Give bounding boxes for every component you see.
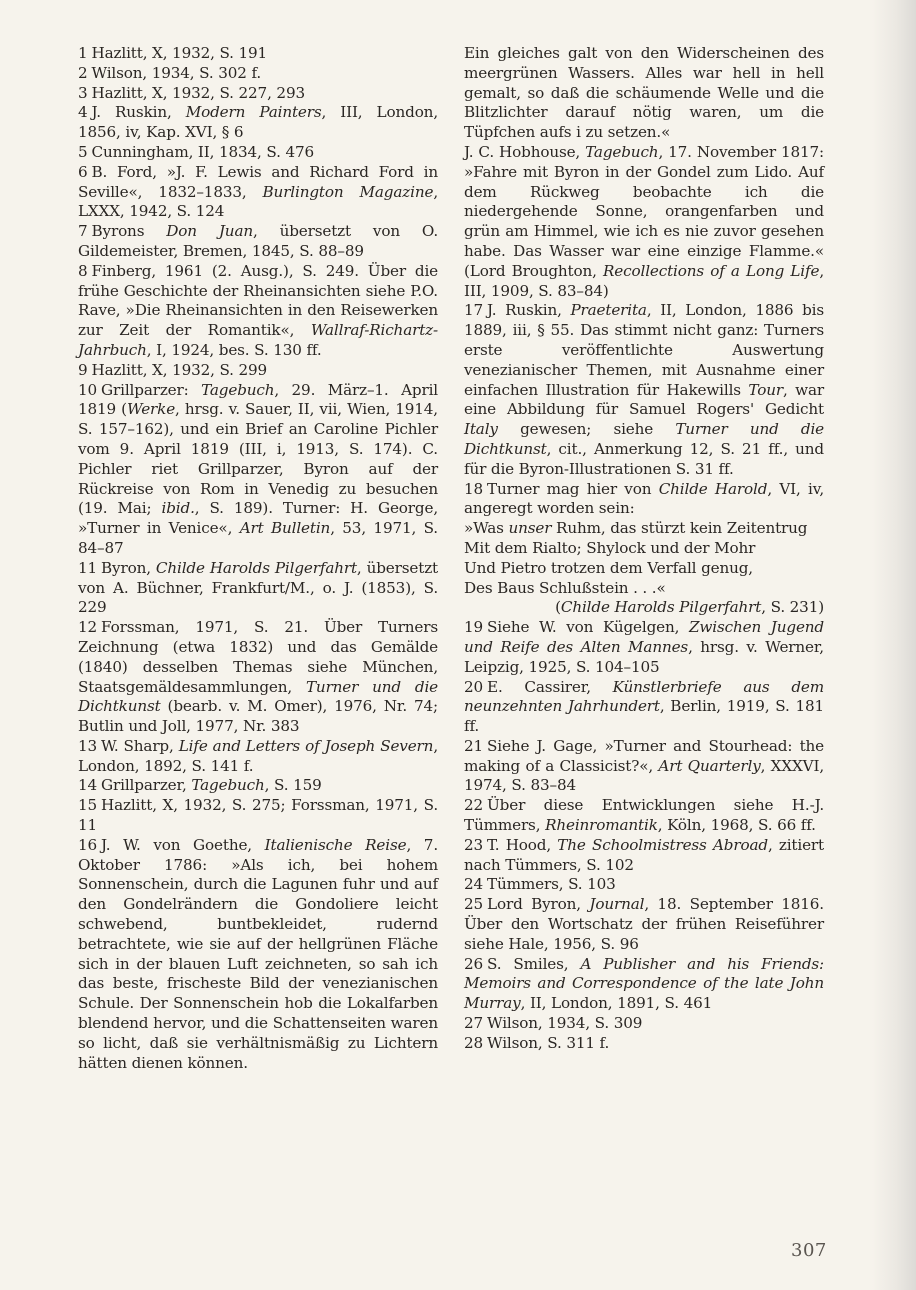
footnote-text: Siehe J. Gage, »Turner and Stourhead: the making of a Classicist?«, Art Quarterly, XXXVI, 1974, S. 83–84 bbox=[464, 736, 824, 795]
footnote-number: 7 bbox=[78, 222, 88, 241]
footnote-text: B. Ford, »J. F. Lewis and Richard Ford in Seville«, 1832–1833, Burlington Magazine, LXXX, 1942, S. 124 bbox=[78, 162, 438, 221]
footnote bbox=[78, 796, 438, 836]
footnote-number: 6 bbox=[78, 162, 88, 181]
footnote bbox=[78, 618, 438, 737]
footnote-number: 1 bbox=[78, 44, 88, 62]
footnote-text: J. C. Hobhouse, Tagebuch, 17. November 1817: »Fahre mit Byron in der Gondel zum Lido. Auf dem Rückweg beobachte ich die niedergehende Sonne, orangenfarben und grün am Himmel, wie ich es nie zuvor gesehen habe. Das Wasser war eine einzige Flamme.« (Lord Broughton, Recollections of a Long Life, III, 1909, S. 83–84) bbox=[464, 142, 825, 300]
footnote-number: 23 bbox=[464, 835, 484, 854]
footnote bbox=[464, 678, 824, 737]
footnote bbox=[78, 103, 438, 143]
footnote bbox=[464, 618, 824, 677]
footnote-text: Grillparzer: Tagebuch, 29. März–1. April 1819 (Werke, hrsg. v. Sauer, II, vii, Wien, 1914, S. 157–162), und ein Brief an Caroline Pichler vom 9. April 1819 (III, i, 1913, S. 174). C. Pichler riet Grillparzer, Byron auf der Rückreise von Rom in Venedig zu besuchen (19. Mai; ibid., S. 189). Turner: H. George, »Turner in Venice«, Art Bulletin, 53, 1971, S. 84–87 bbox=[78, 380, 438, 557]
footnote bbox=[78, 361, 438, 381]
footnote-number: 5 bbox=[78, 142, 88, 161]
footnote-text: Hazlitt, X, 1932, S. 227, 293 bbox=[91, 83, 305, 102]
footnote bbox=[464, 737, 824, 796]
footnote-text: Hazlitt, X, 1932, S. 275; Forssman, 1971, S. 11 bbox=[78, 796, 438, 835]
footnote-text: S. Smiles, A Publisher and his Friends: Memoirs and Correspondence of the late John Murray, II, London, 1891, S. 461 bbox=[464, 954, 825, 1013]
verse-line: Des Baus Schlußstein . . .« bbox=[464, 578, 666, 597]
footnote bbox=[464, 44, 824, 143]
footnote bbox=[464, 875, 824, 895]
footnote-number: 4 bbox=[78, 103, 88, 122]
footnote-number: 17 bbox=[464, 301, 484, 320]
footnote bbox=[78, 776, 438, 796]
footnote-number: 2 bbox=[78, 63, 88, 82]
footnote-number: 3 bbox=[78, 83, 88, 102]
footnote bbox=[464, 1014, 824, 1034]
footnote-number: 24 bbox=[464, 875, 484, 894]
footnote-number: 22 bbox=[464, 796, 484, 815]
footnote-text: Ein gleiches galt von den Widerscheinen des meergrünen Wassers. Alles war hell in hell gemalt, so daß die schäumende Welle und die Blitzlichter darauf nötig waren, um die Tüpfchen aufs i zu setzen.« bbox=[464, 44, 824, 142]
footnote-number: 12 bbox=[78, 618, 98, 637]
footnote-number: 10 bbox=[78, 380, 98, 399]
footnote-text: Forssman, 1971, S. 21. Über Turners Zeichnung (etwa 1832) und das Gemälde (1840) desselben Themas siehe München, Staatsgemäldesammlungen, Turner und die Dichtkunst (bearb. v. M. Omer), 1976, Nr. 74; Butlin und Joll, 1977, Nr. 383 bbox=[78, 618, 439, 736]
page-edge-shadow bbox=[872, 0, 916, 1290]
footnote-text: T. Hood, The Schoolmistress Abroad, zitiert nach Tümmers, S. 102 bbox=[464, 835, 824, 874]
footnote-number: 19 bbox=[464, 618, 484, 637]
footnote-text: Über diese Entwicklungen siehe H.-J. Tümmers, Rheinromantik, Köln, 1968, S. 66 ff. bbox=[464, 796, 824, 835]
footnote bbox=[78, 559, 438, 618]
footnote-text: Tümmers, S. 103 bbox=[487, 875, 616, 894]
verse-source: (Childe Harolds Pilgerfahrt, S. 231) bbox=[555, 598, 824, 617]
footnote-number: 25 bbox=[464, 895, 484, 914]
verse-line: Mit dem Rialto; Shylock und der Mohr bbox=[464, 538, 756, 557]
footnote-text: J. W. von Goethe, Italienische Reise, 7. Oktober 1786: »Als ich, bei hohem Sonnenschein, durch die Lagunen fuhr und auf den Gondelrändern die Gondoliere leicht schwebend, buntbekleidet, rudernd betrachtete, wie sie auf der hellgrünen Fläche sich in der blauen Luft zeichneten, so sah ich das beste, frischeste Bild der venezianischen Schule. Der Sonnenschein hob die Lokalfarben blendend hervor, und die Schattenseiten waren so licht, daß sie verhältnismäßig zu Lichtern hätten dienen können. bbox=[78, 835, 438, 1072]
footnote-number: 13 bbox=[78, 736, 98, 755]
footnote bbox=[464, 480, 824, 520]
footnote-number: 27 bbox=[464, 1014, 484, 1033]
footnote-text: Hazlitt, X, 1932, S. 299 bbox=[91, 360, 268, 379]
footnote bbox=[464, 895, 824, 954]
footnote-text: Byron, Childe Harolds Pilgerfahrt, übersetzt von A. Büchner, Frankfurt/M., o. J. (1853), S. 229 bbox=[78, 558, 438, 617]
footnote bbox=[78, 836, 438, 1074]
footnote bbox=[464, 955, 824, 1014]
footnote bbox=[78, 143, 438, 163]
footnote-number: 11 bbox=[78, 558, 98, 577]
verse-line: Und Pietro trotzen dem Verfall genug, bbox=[464, 558, 753, 577]
footnote bbox=[78, 381, 438, 559]
footnote-text: Byrons Don Juan, übersetzt von O. Gildemeister, Bremen, 1845, S. 88–89 bbox=[78, 222, 439, 260]
footnote bbox=[78, 737, 438, 777]
footnote-text: Lord Byron, Journal, 18. September 1816. Über den Wortschatz der frühen Reiseführer siehe Hale, 1956, S. 96 bbox=[464, 895, 824, 953]
page-number: 307 bbox=[791, 1240, 827, 1261]
footnote bbox=[78, 163, 438, 222]
footnote-text: Wilson, S. 311 f. bbox=[487, 1033, 610, 1052]
footnote-text: Wilson, 1934, S. 302 f. bbox=[91, 63, 262, 82]
footnote bbox=[78, 222, 438, 262]
footnote bbox=[464, 1034, 824, 1054]
footnote-number: 16 bbox=[78, 835, 98, 854]
footnote bbox=[464, 796, 824, 836]
footnote-text: E. Cassirer, Künstlerbriefe aus dem neunzehnten Jahrhundert, Berlin, 1919, S. 181 ff. bbox=[464, 677, 824, 736]
verse-line: »Was unser Ruhm, das stürzt kein Zeitentrug bbox=[464, 519, 808, 538]
footnote-text: W. Sharp, Life and Letters of Joseph Severn, London, 1892, S. 141 f. bbox=[78, 736, 438, 775]
footnote bbox=[78, 64, 438, 84]
footnote-text: Grillparzer, Tagebuch, S. 159 bbox=[101, 776, 322, 795]
verse-quote bbox=[464, 519, 824, 618]
footnote-number: 15 bbox=[78, 796, 98, 815]
footnote-number: 26 bbox=[464, 954, 484, 973]
footnote-number: 20 bbox=[464, 677, 484, 696]
footnote-text: Cunningham, II, 1834, S. 476 bbox=[91, 142, 315, 161]
footnote-text: J. Ruskin, Modern Painters, III, London, 1856, iv, Kap. XVI, § 6 bbox=[78, 103, 438, 142]
footnote-number: 14 bbox=[78, 776, 98, 795]
footnote bbox=[78, 84, 438, 104]
footnote-number: 8 bbox=[78, 261, 88, 280]
footnote-text: J. Ruskin, Praeterita, II, London, 1886 bis 1889, iii, § 55. Das stimmt nicht ganz: Turners erste veröffentlichte Auswertung venezianischer Themen, mit Ausnahme einer einfachen Illustration für Hakewills Tour, war eine Abbildung für Samuel Rogers' Gedicht Italy gewesen; siehe Turner und die Dichtkunst, cit., Anmerkung 12, S. 21 ff., und für die Byron-Illustrationen S. 31 ff. bbox=[464, 301, 824, 478]
footnote bbox=[464, 301, 824, 479]
footnote-text: Hazlitt, X, 1932, S. 191 bbox=[91, 44, 268, 62]
footnote-text: Finberg, 1961 (2. Ausg.), S. 249. Über die frühe Geschichte der Rheinansichten siehe P.O. Rave, »Die Rheinansichten in den Reisewerken zur Zeit der Romantik«, Wallraf-Richartz-Jahrbuch, I, 1924, bes. S. 130 ff. bbox=[78, 261, 438, 359]
notes-column-left bbox=[78, 44, 438, 1073]
footnote-text: Turner mag hier von Childe Harold, VI, iv, angeregt worden sein: bbox=[464, 479, 824, 518]
footnote bbox=[78, 44, 438, 64]
footnote-text: Siehe W. von Kügelgen, Zwischen Jugend und Reife des Alten Mannes, hrsg. v. Werner, Leipzig, 1925, S. 104–105 bbox=[464, 618, 824, 676]
footnote bbox=[78, 262, 438, 361]
notes-column-right bbox=[464, 44, 824, 1054]
footnote-number: 18 bbox=[464, 479, 484, 498]
footnote-number: 9 bbox=[78, 360, 88, 379]
footnote-number: 21 bbox=[464, 736, 484, 755]
footnote bbox=[464, 143, 824, 301]
footnote bbox=[464, 836, 824, 876]
footnote-text: Wilson, 1934, S. 309 bbox=[487, 1014, 643, 1033]
footnote-number: 28 bbox=[464, 1033, 484, 1052]
